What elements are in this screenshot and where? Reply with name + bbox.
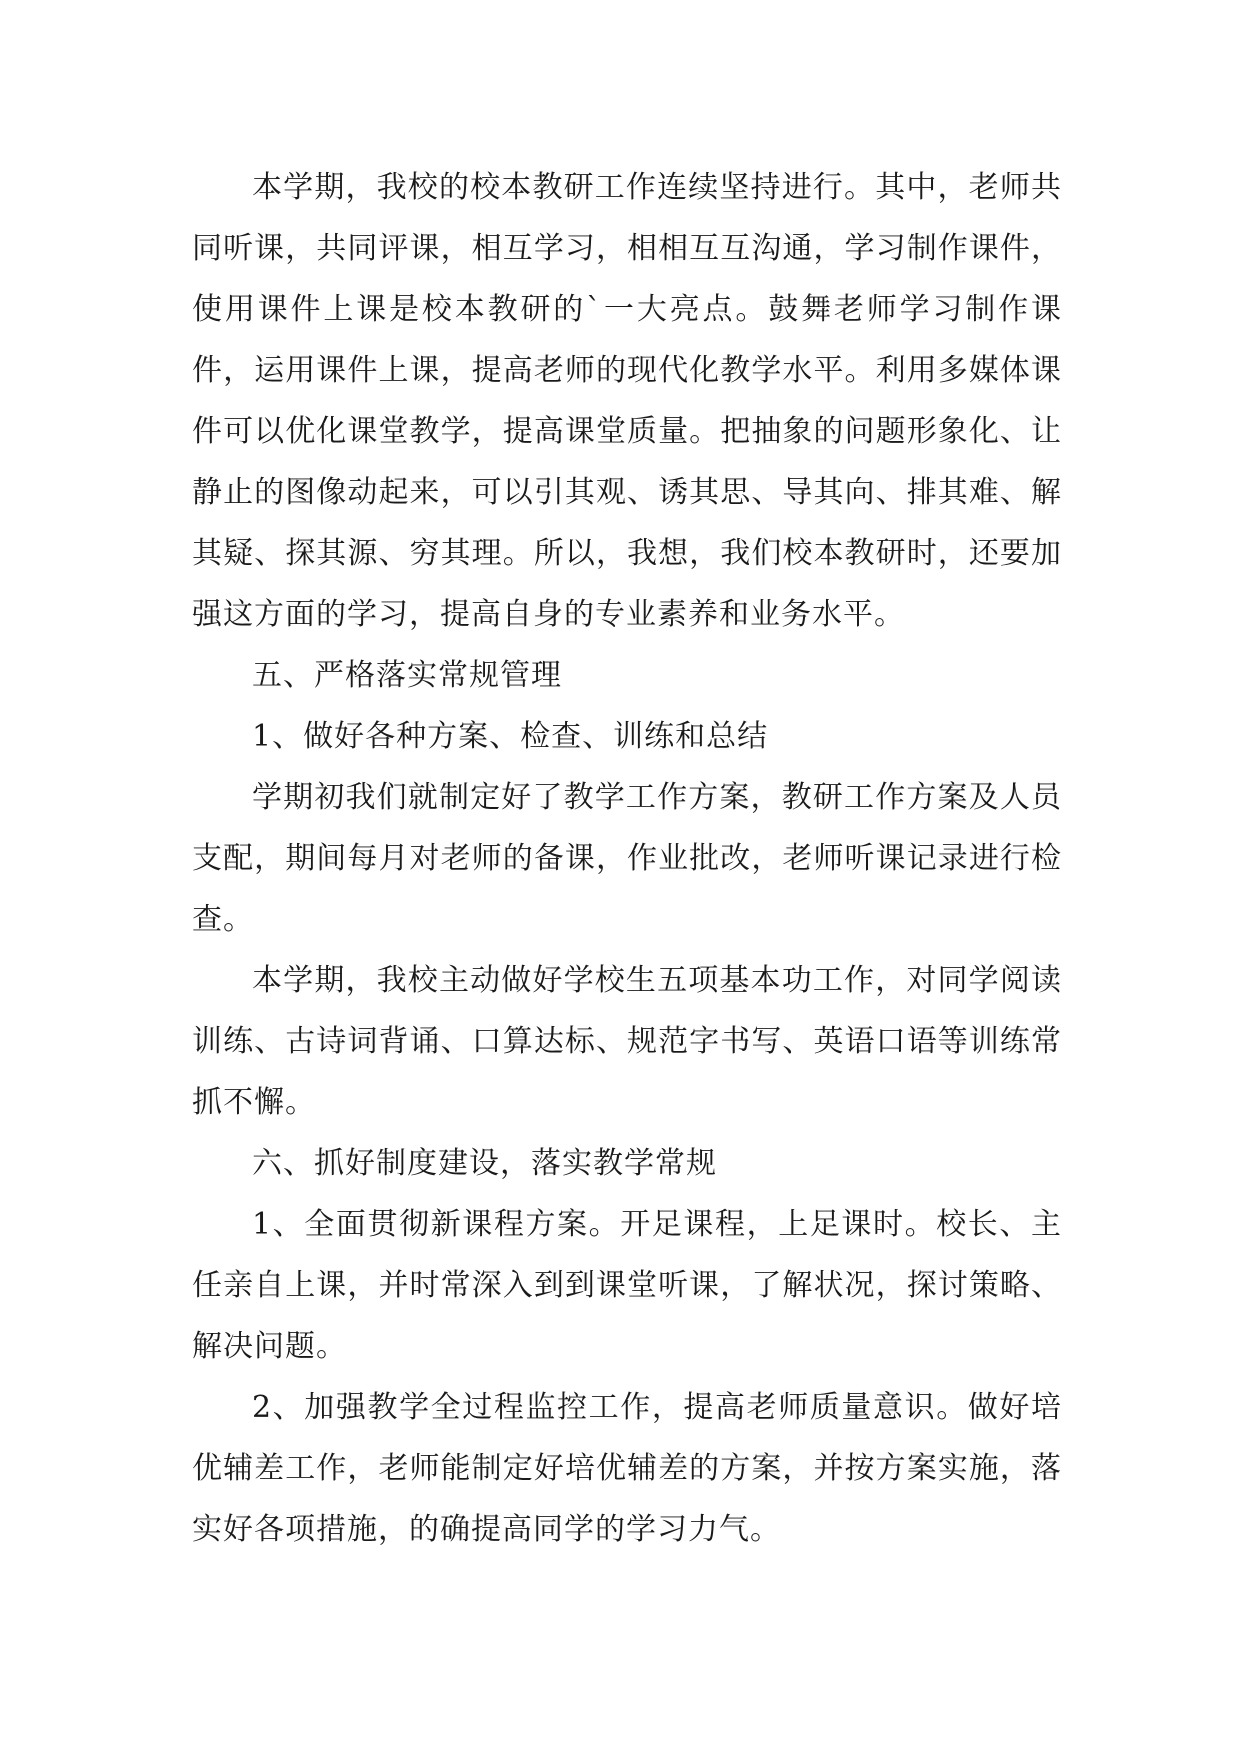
paragraph-semester-plans: 学期初我们就制定好了教学工作方案，教研工作方案及人员支配，期间每月对老师的备课，作业批改，老师听课记录进行检查。 <box>192 780 1062 937</box>
paragraph-monitoring: 2、加强教学全过程监控工作，提高老师质量意识。做好培优辅差工作，老师能制定好培优辅差的方案，并按方案实施，落实好各项措施，的确提高同学的学习力气。 <box>192 1390 1062 1547</box>
document-body <box>192 157 1062 1560</box>
heading-section-five: 五、严格落实常规管理 <box>252 658 562 693</box>
heading-section-six: 六、抓好制度建设，落实教学常规 <box>252 1146 717 1181</box>
paragraph-curriculum: 1、全面贯彻新课程方案。开足课程，上足课时。校长、主任亲自上课，并时常深入到到课堂听课，了解状况，探讨策略、解决问题。 <box>192 1207 1062 1364</box>
subheading-plans-checks: 1、做好各种方案、检查、训练和总结 <box>252 719 769 754</box>
paragraph-school-research: 本学期，我校的校本教研工作连续坚持进行。其中，老师共同听课，共同评课，相互学习，相相互互沟通，学习制作课件，使用课件上课是校本教研的`一大亮点。鼓舞老师学习制作课件，运用课件上课，提高老师的现代化教学水平。利用多媒体课件可以优化课堂教学，提高课堂质量。把抽象的问题形象化、让静止的图像动起来，可以引其观、诱其思、导其向、排其难、解其疑、探其源、穷其理。所以，我想，我们校本教研时，还要加强这方面的学习，提高自身的专业素养和业务水平。 <box>192 170 1062 632</box>
paragraph-basic-skills: 本学期，我校主动做好学校生五项基本功工作，对同学阅读训练、古诗词背诵、口算达标、规范字书写、英语口语等训练常抓不懈。 <box>192 963 1062 1120</box>
